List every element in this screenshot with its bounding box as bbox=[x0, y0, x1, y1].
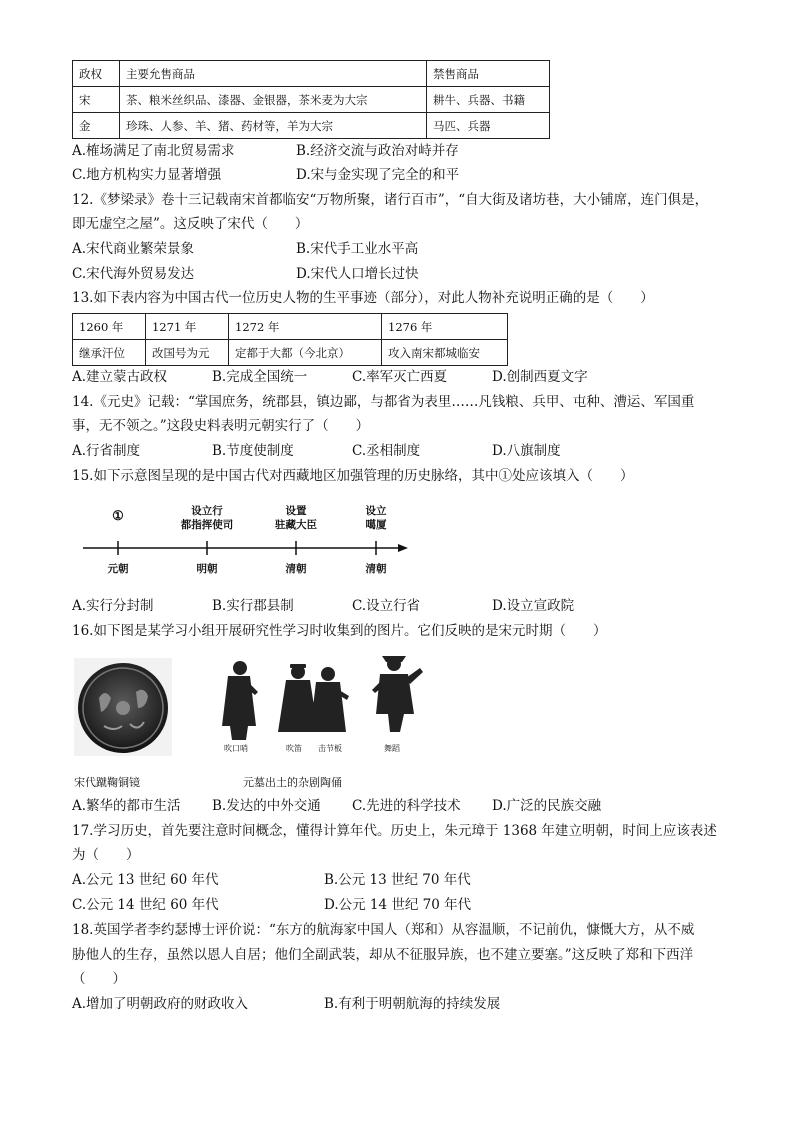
q11-option-a[interactable]: A.榷场满足了南北贸易需求 bbox=[72, 143, 235, 159]
cuju-bronze-mirror-image bbox=[74, 658, 172, 756]
zaju-pottery-figurines-image bbox=[212, 652, 427, 756]
q17-option-a[interactable]: A.公元 13 世纪 60 年代 bbox=[72, 872, 219, 888]
timeline-top-label: 设立 噶厦 bbox=[365, 505, 387, 531]
q17-option-c[interactable]: C.公元 14 世纪 60 年代 bbox=[72, 897, 219, 913]
table-cell: 改国号为元 bbox=[146, 340, 229, 366]
trade-table bbox=[72, 60, 550, 139]
q16-option-a[interactable]: A.繁华的都市生活 bbox=[72, 798, 181, 814]
table-cell: 耕牛、兵器、书籍 bbox=[427, 87, 550, 113]
q18-option-a[interactable]: A.增加了明朝政府的财政收入 bbox=[72, 996, 249, 1012]
q14-option-d[interactable]: D.八旗制度 bbox=[492, 443, 561, 459]
q18-stem-line-2: 胁他人的生存，虽然以恩人自居；他们全副武装，却从不征服异族，也不建立要塞。”这反映了郑和下西洋 bbox=[72, 947, 694, 963]
q15-option-a[interactable]: A.实行分封制 bbox=[72, 598, 154, 614]
figure-label: 舞蹈 bbox=[384, 744, 400, 753]
q14-option-b[interactable]: B.节度使制度 bbox=[212, 443, 294, 459]
figurines-caption: 元墓出土的杂剧陶俑 bbox=[243, 776, 342, 789]
q11-option-d[interactable]: D.宋与金实现了完全的和平 bbox=[296, 167, 460, 183]
table-header-row bbox=[73, 61, 550, 87]
q16-option-d[interactable]: D.广泛的民族交融 bbox=[492, 798, 602, 814]
q12-option-c[interactable]: C.宋代海外贸易发达 bbox=[72, 266, 195, 282]
q18-stem-line-3: （ ） bbox=[72, 971, 126, 987]
figure-label: 击节板 bbox=[318, 744, 342, 753]
table-cell: 茶、粮米丝织品、漆器、金银器，茶米麦为大宗 bbox=[120, 87, 427, 113]
table-row bbox=[73, 314, 508, 340]
q13-option-a[interactable]: A.建立蒙古政权 bbox=[72, 369, 168, 385]
q15-stem: 15.如下示意图呈现的是中国古代对西藏地区加强管理的历史脉络，其中①处应该填入（ ） bbox=[72, 468, 634, 484]
q12-option-d[interactable]: D.宋代人口增长过快 bbox=[296, 266, 419, 282]
q16-option-b[interactable]: B.发达的中外交通 bbox=[212, 798, 321, 814]
figure-label: 吹口哨 bbox=[224, 744, 248, 753]
table-cell: 1276 年 bbox=[382, 314, 508, 340]
q18-stem-line-1: 18.英国学者李约瑟博士评价说：“东方的航海家中国人（郑和）从容温顺，不记前仇，慷慨大方，从不威 bbox=[72, 922, 695, 938]
table-cell: 1272 年 bbox=[229, 314, 382, 340]
figure-label: 吹笛 bbox=[286, 744, 302, 753]
timeline-bottom-label: 元朝 bbox=[107, 563, 129, 575]
q13-option-c[interactable]: C.率军灭亡西夏 bbox=[352, 369, 448, 385]
q13-option-b[interactable]: B.完成全国统一 bbox=[212, 369, 308, 385]
table-header-cell: 政权 bbox=[73, 61, 120, 87]
q14-stem-line-1: 14.《元史》记载：“掌国庶务，统郡县，镇边鄙，与都省为表里……凡钱粮、兵甲、屯种、漕运、军国重 bbox=[72, 394, 695, 410]
q16-option-c[interactable]: C.先进的科学技术 bbox=[352, 798, 461, 814]
q17-stem-line-2: 为（ ） bbox=[72, 847, 140, 863]
q17-option-b[interactable]: B.公元 13 世纪 70 年代 bbox=[324, 872, 471, 888]
q14-stem-line-2: 事，无不领之。”这段史料表明元朝实行了（ ） bbox=[72, 418, 370, 434]
q13-option-d[interactable]: D.创制西夏文字 bbox=[492, 369, 588, 385]
table-cell: 1271 年 bbox=[146, 314, 229, 340]
q15-option-c[interactable]: C.设立行省 bbox=[352, 598, 421, 614]
q17-stem-line-1: 17.学习历史，首先要注意时间概念，懂得计算年代。历史上，朱元璋于 1368 年建立明朝，时间上应该表述 bbox=[72, 823, 717, 839]
tibet-timeline bbox=[78, 500, 418, 585]
q15-option-b[interactable]: B.实行郡县制 bbox=[212, 598, 294, 614]
table-cell: 宋 bbox=[73, 87, 120, 113]
table-cell: 金 bbox=[73, 113, 120, 139]
table-cell: 定都于大都（今北京） bbox=[229, 340, 382, 366]
q18-option-b[interactable]: B.有利于明朝航海的持续发展 bbox=[324, 996, 501, 1012]
table-cell: 攻入南宋都城临安 bbox=[382, 340, 508, 366]
timeline-bottom-label: 清朝 bbox=[285, 563, 307, 575]
q12-option-a[interactable]: A.宋代商业繁荣景象 bbox=[72, 241, 195, 257]
q11-option-c[interactable]: C.地方机构实力显著增强 bbox=[72, 167, 222, 183]
table-row bbox=[73, 113, 550, 139]
q12-stem-line-2: 即无虚空之屋”。这反映了宋代（ ） bbox=[72, 216, 309, 232]
q12-option-b[interactable]: B.宋代手工业水平高 bbox=[296, 241, 419, 257]
q12-stem-line-1: 12.《梦梁录》卷十三记载南宋首都临安“万物所聚，诸行百市”，“自大街及诸坊巷，大小铺席，连门俱是， bbox=[72, 192, 709, 208]
q11-option-b[interactable]: B.经济交流与政治对峙并存 bbox=[296, 143, 459, 159]
timeline-top-label: 设立行 都指挥使司 bbox=[180, 505, 234, 531]
q15-option-d[interactable]: D.设立宣政院 bbox=[492, 598, 575, 614]
timeline-bottom-label: 清朝 bbox=[365, 563, 387, 575]
timeline-top-label: 设置 驻藏大臣 bbox=[275, 505, 317, 531]
table-cell: 珍珠、人参、羊、猪、药材等，羊为大宗 bbox=[120, 113, 427, 139]
table-cell: 马匹、兵器 bbox=[427, 113, 550, 139]
table-header-cell: 禁售商品 bbox=[427, 61, 550, 87]
table-row bbox=[73, 87, 550, 113]
timeline-bottom-label: 明朝 bbox=[196, 563, 218, 575]
table-cell: 1260 年 bbox=[73, 314, 146, 340]
table-header-cell: 主要允售商品 bbox=[120, 61, 427, 87]
mirror-caption: 宋代蹴鞠铜镜 bbox=[74, 776, 140, 789]
table-row bbox=[73, 340, 508, 366]
q13-table bbox=[72, 313, 508, 366]
q14-option-c[interactable]: C.丞相制度 bbox=[352, 443, 421, 459]
q13-stem: 13.如下表内容为中国古代一位历史人物的生平事迹（部分），对此人物补充说明正确的是（ ） bbox=[72, 290, 654, 306]
q17-option-d[interactable]: D.公元 14 世纪 70 年代 bbox=[324, 897, 472, 913]
q16-stem: 16.如下图是某学习小组开展研究性学习时收集到的图片。它们反映的是宋元时期（ ） bbox=[72, 623, 607, 639]
table-cell: 继承汗位 bbox=[73, 340, 146, 366]
timeline-top-label: ① bbox=[112, 509, 124, 524]
q14-option-a[interactable]: A.行省制度 bbox=[72, 443, 141, 459]
